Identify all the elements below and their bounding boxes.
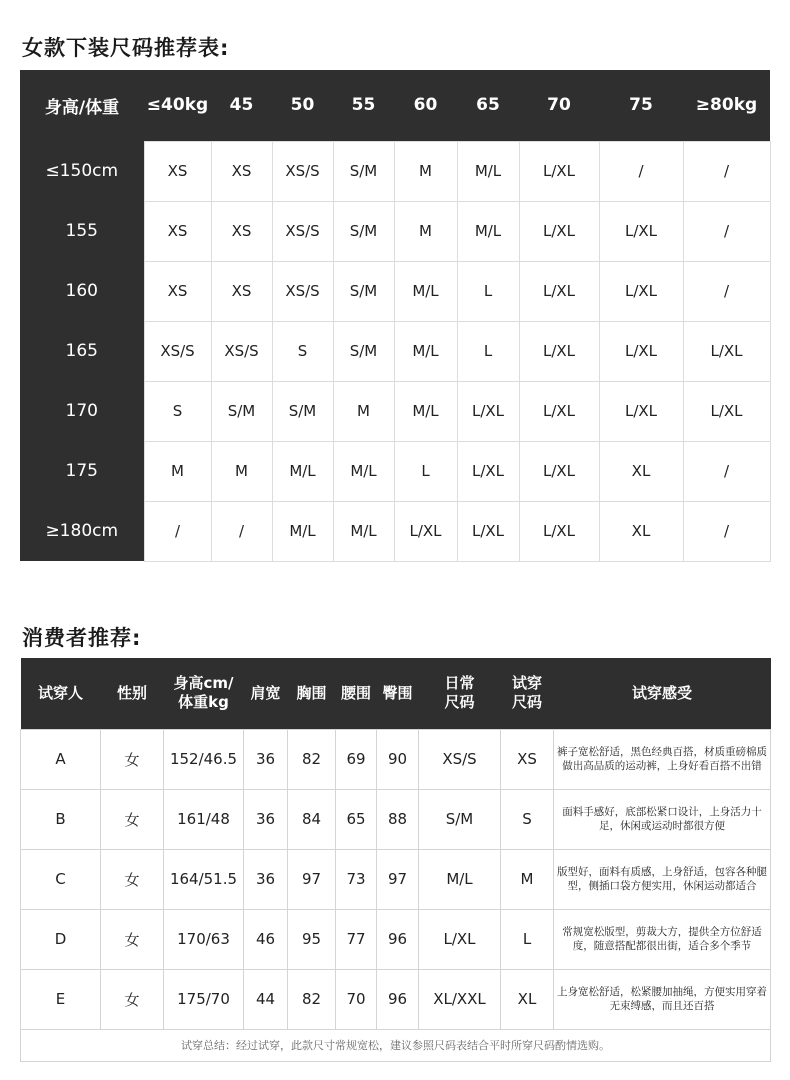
consumer-table-header-row [21, 658, 771, 729]
size-cell: L/XL [457, 441, 519, 501]
gender-cell: 女 [101, 729, 164, 789]
height-label: 165 [20, 321, 144, 381]
consumer-row [21, 789, 771, 849]
size-cell: L/XL [457, 381, 519, 441]
size-cell: M/L [394, 321, 457, 381]
daily-size-cell: S/M [419, 789, 501, 849]
size-table-row [20, 261, 770, 321]
chest-cell: 84 [288, 789, 336, 849]
tester-cell: D [21, 909, 101, 969]
shoulder-cell: 44 [244, 969, 288, 1029]
size-cell: L/XL [394, 501, 457, 561]
size-recommendation-table [20, 70, 771, 562]
size-cell: L/XL [599, 321, 683, 381]
size-cell: M [211, 441, 272, 501]
weight-header: 55 [333, 70, 394, 141]
size-cell: L/XL [599, 261, 683, 321]
height-weight-cell: 161/48 [164, 789, 244, 849]
waist-cell: 69 [336, 729, 377, 789]
tried-size-cell: M [501, 849, 554, 909]
size-cell: XS [144, 141, 211, 201]
height-weight-cell: 164/51.5 [164, 849, 244, 909]
size-cell: XS/S [272, 141, 333, 201]
tester-cell: B [21, 789, 101, 849]
size-cell: XS [211, 261, 272, 321]
size-cell: M/L [272, 441, 333, 501]
shoulder-cell: 36 [244, 729, 288, 789]
daily-size-header [419, 658, 501, 729]
tried-size-cell: XS [501, 729, 554, 789]
height-label: ≥180cm [20, 501, 144, 561]
size-cell: M/L [457, 201, 519, 261]
weight-header: 70 [519, 70, 599, 141]
size-cell: S/M [272, 381, 333, 441]
feedback-cell: 面料手感好，底部松紧口设计，上身活力十足，休闲或运动时都很方便 [554, 789, 771, 849]
shoulder-header: 肩宽 [244, 658, 288, 729]
weight-header: 45 [211, 70, 272, 141]
size-cell: XS/S [272, 201, 333, 261]
height-weight-header-line2: 体重kg [178, 693, 229, 712]
size-cell: M [394, 141, 457, 201]
size-table-row [20, 141, 770, 201]
shoulder-cell: 36 [244, 849, 288, 909]
consumer-row [21, 909, 771, 969]
size-cell: XL [599, 501, 683, 561]
size-cell: / [683, 501, 770, 561]
size-cell: XS/S [144, 321, 211, 381]
size-cell: / [683, 141, 770, 201]
waist-cell: 73 [336, 849, 377, 909]
weight-header: ≥80kg [683, 70, 770, 141]
height-weight-cell: 170/63 [164, 909, 244, 969]
gender-cell: 女 [101, 789, 164, 849]
size-cell: M [333, 381, 394, 441]
size-cell: XS/S [211, 321, 272, 381]
size-cell: M [394, 201, 457, 261]
shoulder-cell: 36 [244, 789, 288, 849]
daily-size-cell: L/XL [419, 909, 501, 969]
size-cell: / [144, 501, 211, 561]
tried-size-cell: L [501, 909, 554, 969]
size-cell: / [683, 201, 770, 261]
waist-cell: 70 [336, 969, 377, 1029]
size-cell: S/M [333, 201, 394, 261]
gender-cell: 女 [101, 909, 164, 969]
size-cell: M/L [394, 261, 457, 321]
size-cell: S/M [333, 261, 394, 321]
waist-cell: 65 [336, 789, 377, 849]
tester-cell: C [21, 849, 101, 909]
size-cell: L/XL [457, 501, 519, 561]
hip-header: 臀围 [377, 658, 419, 729]
weight-header: 65 [457, 70, 519, 141]
size-cell: L [394, 441, 457, 501]
feedback-cell: 版型好，面料有质感，上身舒适，包容各种腿型，侧插口袋方便实用，休闲运动都适合 [554, 849, 771, 909]
feedback-cell: 常规宽松版型，剪裁大方，提供全方位舒适度，随意搭配都很出街，适合多个季节 [554, 909, 771, 969]
size-cell: L/XL [683, 381, 770, 441]
consumer-row [21, 729, 771, 789]
size-cell: XS [144, 261, 211, 321]
size-table-row [20, 321, 770, 381]
weight-header: ≤40kg [144, 70, 211, 141]
size-cell: L/XL [519, 441, 599, 501]
size-cell: L/XL [683, 321, 770, 381]
daily-size-cell: M/L [419, 849, 501, 909]
waist-cell: 77 [336, 909, 377, 969]
chest-cell: 82 [288, 969, 336, 1029]
size-cell: S/M [333, 141, 394, 201]
corner-header: 身高/体重 [20, 70, 144, 141]
tester-cell: E [21, 969, 101, 1029]
feedback-header: 试穿感受 [554, 658, 771, 729]
summary-row [21, 1029, 771, 1061]
size-cell: M [144, 441, 211, 501]
hip-cell: 90 [377, 729, 419, 789]
weight-header: 50 [272, 70, 333, 141]
height-weight-header-line1: 身高cm/ [173, 674, 234, 693]
chest-cell: 82 [288, 729, 336, 789]
size-cell: XL [599, 441, 683, 501]
size-table-row [20, 501, 770, 561]
feedback-cell: 上身宽松舒适，松紧腰加抽绳，方便实用穿着无束缚感，而且还百搭 [554, 969, 771, 1029]
size-table-row [20, 441, 770, 501]
size-cell: S [272, 321, 333, 381]
size-cell: XS [211, 201, 272, 261]
height-weight-header [164, 658, 244, 729]
size-cell: / [599, 141, 683, 201]
consumer-row [21, 849, 771, 909]
daily-size-cell: XL/XXL [419, 969, 501, 1029]
feedback-cell: 裤子宽松舒适，黑色经典百搭，材质重磅棉质做出高品质的运动裤，上身好看百搭不出错 [554, 729, 771, 789]
size-cell: XS [144, 201, 211, 261]
size-cell: L [457, 321, 519, 381]
tried-size-cell: S [501, 789, 554, 849]
height-label: 175 [20, 441, 144, 501]
size-cell: M/L [333, 441, 394, 501]
height-label: 170 [20, 381, 144, 441]
size-table-row [20, 201, 770, 261]
height-label: ≤150cm [20, 141, 144, 201]
size-cell: / [211, 501, 272, 561]
size-cell: / [683, 261, 770, 321]
hip-cell: 96 [377, 909, 419, 969]
daily-size-header-line1: 日常 [444, 674, 475, 693]
size-cell: M/L [272, 501, 333, 561]
size-cell: S [144, 381, 211, 441]
hip-cell: 96 [377, 969, 419, 1029]
size-cell: L/XL [519, 141, 599, 201]
height-weight-cell: 175/70 [164, 969, 244, 1029]
size-cell: L/XL [599, 201, 683, 261]
height-label: 160 [20, 261, 144, 321]
shoulder-cell: 46 [244, 909, 288, 969]
weight-header: 60 [394, 70, 457, 141]
waist-header: 腰围 [336, 658, 377, 729]
size-cell: M/L [333, 501, 394, 561]
hip-cell: 88 [377, 789, 419, 849]
size-table-title: 女款下装尺码推荐表: [22, 36, 230, 60]
height-label: 155 [20, 201, 144, 261]
gender-header: 性别 [101, 658, 164, 729]
tried-size-cell: XL [501, 969, 554, 1029]
tried-size-header-line2: 尺码 [511, 693, 542, 712]
size-cell: L/XL [519, 201, 599, 261]
size-cell: M/L [457, 141, 519, 201]
daily-size-cell: XS/S [419, 729, 501, 789]
chest-cell: 97 [288, 849, 336, 909]
size-cell: L/XL [599, 381, 683, 441]
consumer-recommendation-table [20, 658, 771, 1062]
tester-cell: A [21, 729, 101, 789]
size-cell: L/XL [519, 261, 599, 321]
tester-header: 试穿人 [21, 658, 101, 729]
gender-cell: 女 [101, 849, 164, 909]
size-table-row [20, 381, 770, 441]
size-cell: L [457, 261, 519, 321]
size-cell: L/XL [519, 321, 599, 381]
summary-text: 试穿总结：经过试穿，此款尺寸常规宽松，建议参照尺码表结合平时所穿尺码酌情选购。 [21, 1029, 771, 1061]
size-table-header-row [20, 70, 770, 141]
chest-cell: 95 [288, 909, 336, 969]
gender-cell: 女 [101, 969, 164, 1029]
tried-size-header [501, 658, 554, 729]
tried-size-header-line1: 试穿 [511, 674, 542, 693]
hip-cell: 97 [377, 849, 419, 909]
size-cell: XS/S [272, 261, 333, 321]
size-cell: / [683, 441, 770, 501]
chest-header: 胸围 [288, 658, 336, 729]
size-cell: L/XL [519, 381, 599, 441]
daily-size-header-line2: 尺码 [444, 693, 475, 712]
size-cell: L/XL [519, 501, 599, 561]
height-weight-cell: 152/46.5 [164, 729, 244, 789]
weight-header: 75 [599, 70, 683, 141]
consumer-row [21, 969, 771, 1029]
consumer-section-title: 消费者推荐: [22, 626, 142, 650]
size-cell: S/M [333, 321, 394, 381]
size-cell: XS [211, 141, 272, 201]
size-cell: M/L [394, 381, 457, 441]
size-cell: S/M [211, 381, 272, 441]
